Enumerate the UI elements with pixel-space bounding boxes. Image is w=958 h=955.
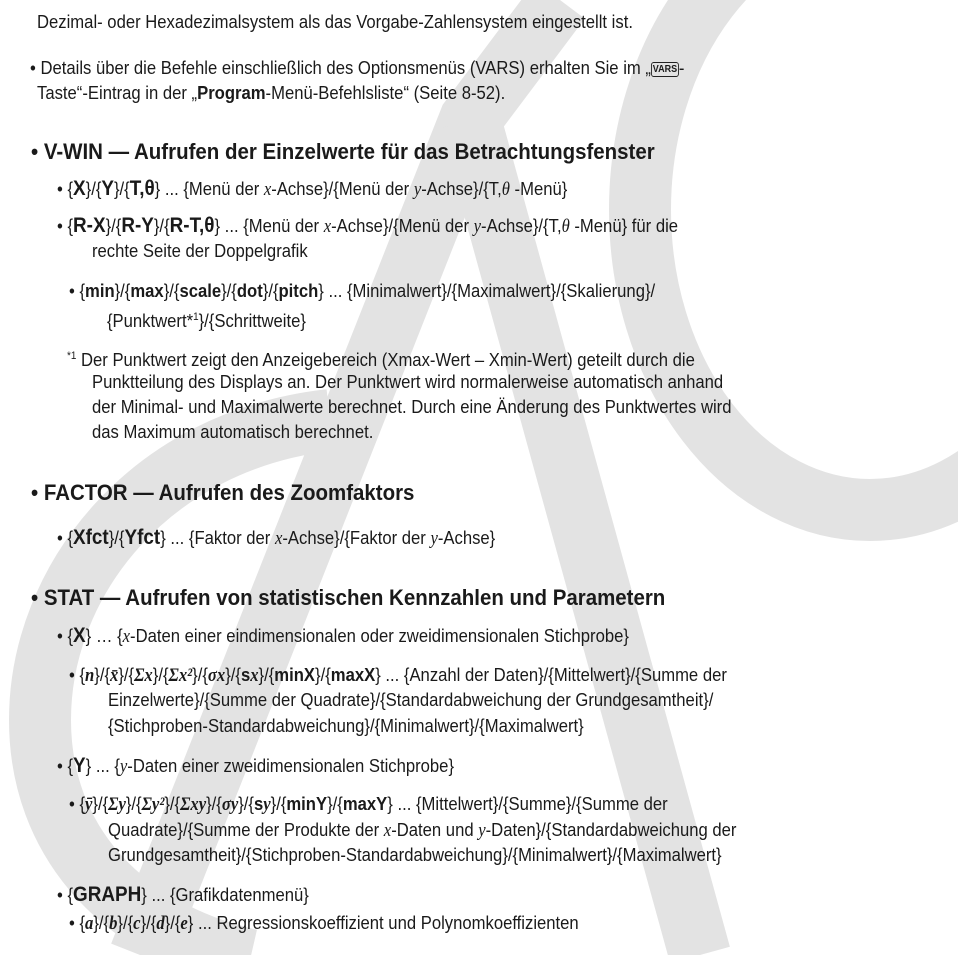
- text-segment: Σxy: [180, 795, 207, 815]
- text-segment: • {: [57, 527, 74, 548]
- text-segment: -Menü-Befehlsliste“ (Seite 8-52).: [265, 82, 506, 103]
- v-win-subitem-min-max: [69, 280, 655, 302]
- text-segment: d: [156, 914, 165, 934]
- text-segment: }/{: [105, 215, 122, 236]
- text-segment: }/{: [221, 280, 237, 301]
- text-segment: s: [240, 664, 251, 685]
- text-segment: max: [130, 280, 164, 301]
- text-segment: Yfct: [124, 526, 161, 549]
- text-segment: y: [263, 795, 271, 815]
- text-segment: }/{: [163, 280, 180, 301]
- text-segment: θ: [561, 217, 570, 237]
- stat-subitem-continuation: [108, 844, 722, 866]
- v-win-item-continuation: [92, 240, 308, 262]
- text-segment: • STAT — Aufrufen von statistischen Kennzahlen und Parametern: [31, 585, 666, 610]
- text-segment: y: [119, 757, 128, 777]
- stat-subitem-continuation: [108, 715, 584, 737]
- text-segment: x: [122, 627, 131, 647]
- stat-subitem-graph-coefficients: [69, 912, 579, 935]
- text-segment: Taste“-Eintrag in der „: [37, 82, 198, 103]
- text-segment: pitch: [278, 280, 319, 301]
- text-segment: T,θ: [129, 177, 155, 200]
- text-segment: }/{: [140, 912, 157, 933]
- text-segment: • {: [57, 625, 74, 646]
- text-segment: Σx²: [168, 666, 193, 686]
- text-segment: • {: [57, 755, 74, 776]
- text-segment: -Menü}: [509, 178, 568, 199]
- text-segment: -Achse}/{T,: [481, 215, 562, 236]
- text-segment: {Punktwert*: [107, 310, 194, 332]
- text-segment: } ... {Menü der: [214, 215, 324, 236]
- text-segment: }/{: [164, 912, 181, 933]
- watermark-letter-o: [640, 0, 958, 510]
- text-segment: y: [478, 821, 486, 841]
- text-segment: • V-WIN — Aufrufen der Einzelwerte für das Betrachtungsfenster: [31, 139, 655, 164]
- text-segment: } ... {Minimalwert}/{Maximalwert}/{Skalierung}/: [318, 280, 656, 301]
- v-win-item-xyt: [57, 178, 567, 201]
- text-segment: 1: [193, 311, 199, 323]
- stat-subitem-continuation: [108, 819, 736, 842]
- text-segment: } ... {Faktor der: [160, 527, 275, 548]
- text-segment: }/{: [118, 664, 135, 685]
- text-segment: Quadrate}/{Summe der Produkte der: [108, 819, 384, 840]
- text-segment: b: [109, 914, 118, 934]
- v-win-subitem-continuation: [107, 306, 306, 332]
- text-segment: Der Punktwert zeigt den Anzeigebereich (Xmax-Wert – Xmin-Wert) geteilt durch die: [76, 349, 695, 371]
- text-segment: -Achse}: [437, 527, 496, 548]
- text-segment: y: [473, 217, 482, 237]
- text-segment: -: [678, 57, 685, 78]
- text-segment: -Achse}/{Faktor der: [282, 527, 431, 548]
- text-segment: • FACTOR — Aufrufen des Zoomfaktors: [31, 480, 415, 505]
- text-segment: X: [73, 177, 86, 200]
- text-segment: -Daten einer eindimensionalen oder zweidimensionalen Stichprobe}: [130, 625, 629, 646]
- text-segment: -Daten einer zweidimensionalen Stichprobe}: [127, 755, 455, 776]
- text-segment: • Details über die Befehle einschließlich des Optionsmenüs (VARS) erhalten Sie im „: [30, 57, 651, 78]
- text-segment: } ... {Grafikdatenmenü}: [141, 884, 309, 905]
- text-segment: min: [85, 280, 115, 301]
- text-segment: y: [413, 180, 422, 200]
- text-segment: s: [253, 793, 264, 814]
- text-segment: } ... {Mittelwert}/{Summe}/{Summe der: [387, 793, 668, 814]
- text-segment: der Minimal- und Maximalwerte berechnet. Durch eine Änderung des Punktwertes wird: [92, 396, 732, 417]
- text-segment: -Daten und: [391, 819, 479, 840]
- text-segment: Σy²: [141, 795, 165, 815]
- intro-text-line: [37, 11, 633, 33]
- text-segment: scale: [179, 280, 222, 301]
- text-segment: • {: [69, 664, 86, 685]
- text-segment: -Achse}/{Menü der: [331, 215, 474, 236]
- section-heading-factor: [31, 482, 414, 504]
- text-segment: • {: [69, 912, 86, 933]
- note-continuation-line: [37, 82, 505, 104]
- text-segment: a: [85, 914, 94, 934]
- text-segment: }/{: [93, 912, 110, 933]
- text-segment: Program: [197, 82, 266, 103]
- vars-key-icon: VARS: [652, 64, 678, 75]
- text-segment: }/{: [270, 793, 287, 814]
- text-segment: }/{Schrittweite}: [198, 310, 306, 332]
- text-segment: -Menü} für die: [569, 215, 679, 236]
- text-segment: Xfct: [73, 526, 109, 549]
- stat-item-x: [57, 625, 629, 648]
- text-segment: x: [274, 529, 283, 549]
- text-segment: minX: [274, 664, 316, 685]
- stat-item-y: [57, 755, 454, 778]
- text-segment: }/{: [206, 793, 222, 814]
- section-heading-v-win: [31, 141, 655, 163]
- text-segment: }/{: [152, 664, 169, 685]
- text-segment: dot: [236, 280, 263, 301]
- text-segment: n: [85, 666, 95, 686]
- text-segment: -Daten}/{Standardabweichung der: [485, 819, 737, 840]
- text-segment: y: [430, 529, 438, 549]
- footnote-line: [92, 371, 723, 393]
- text-segment: x: [250, 666, 259, 686]
- text-segment: } ... Regressionskoeffizient und Polynomkoeffizienten: [187, 912, 579, 933]
- text-segment: ȳ: [85, 795, 93, 815]
- text-segment: Σy: [108, 795, 126, 815]
- text-segment: }/{: [117, 912, 134, 933]
- text-segment: e: [180, 914, 188, 934]
- text-segment: } ... {: [85, 755, 120, 776]
- section-heading-stat: [31, 587, 665, 609]
- text-segment: } … {: [85, 625, 123, 646]
- text-segment: }/{: [125, 793, 142, 814]
- text-segment: GRAPH: [73, 883, 142, 906]
- text-segment: }/{: [238, 793, 254, 814]
- stat-subitem-continuation: [108, 689, 713, 711]
- footnote-line: [92, 421, 373, 443]
- text-segment: }/{: [258, 664, 275, 685]
- text-segment: maxY: [342, 793, 388, 814]
- text-segment: Grundgesamtheit}/{Stichproben-Standardabweichung}/{Minimalwert}/{Maximalwert}: [108, 844, 722, 865]
- text-segment: maxX: [330, 664, 376, 685]
- text-segment: x: [383, 821, 392, 841]
- text-segment: }/{: [114, 280, 131, 301]
- text-segment: Dezimal- oder Hexadezimalsystem als das Vorgabe-Zahlensystem eingestellt ist.: [37, 11, 633, 32]
- text-segment: x̄: [110, 666, 119, 686]
- text-segment: R-Y: [121, 214, 154, 237]
- text-segment: rechte Seite der Doppelgrafik: [92, 240, 308, 261]
- text-segment: Einzelwerte}/{Summe der Quadrate}/{Standardabweichung der Grundgesamtheit}/: [108, 689, 714, 710]
- text-segment: • {: [57, 884, 74, 905]
- text-segment: X: [73, 624, 86, 647]
- text-segment: Σx: [134, 666, 153, 686]
- text-segment: }/{: [92, 793, 109, 814]
- text-segment: R-T,θ: [169, 214, 215, 237]
- v-win-item-rx-ry-rt: [57, 215, 678, 238]
- text-segment: *1: [67, 350, 77, 362]
- text-segment: }/{: [85, 178, 102, 199]
- text-segment: minY: [286, 793, 328, 814]
- text-segment: }/{: [315, 664, 331, 685]
- text-segment: x: [263, 180, 272, 200]
- stat-subitem-y-values: [69, 793, 668, 816]
- text-segment: -Achse}/{Menü der: [271, 178, 414, 199]
- text-segment: }/{: [153, 215, 170, 236]
- text-segment: }/{: [164, 793, 181, 814]
- text-segment: Punktteilung des Displays an. Der Punktwert wird normalerweise automatisch anhand: [92, 371, 724, 392]
- text-segment: c: [133, 914, 141, 934]
- footnote-line: [67, 345, 695, 371]
- text-segment: • {: [69, 793, 86, 814]
- text-segment: }/{: [262, 280, 279, 301]
- text-segment: }/{: [225, 664, 241, 685]
- footnote-line: [92, 396, 731, 418]
- text-segment: } ... {Anzahl der Daten}/{Mittelwert}/{Summe der: [375, 664, 727, 685]
- text-segment: Y: [73, 754, 86, 777]
- text-segment: • {: [57, 215, 74, 236]
- text-segment: }/{: [94, 664, 111, 685]
- text-segment: σx: [207, 666, 226, 686]
- text-segment: } ... {Menü der: [154, 178, 264, 199]
- stat-item-graph: [57, 884, 309, 906]
- text-segment: {Stichproben-Standardabweichung}/{Minimalwert}/{Maximalwert}: [108, 715, 584, 736]
- text-segment: }/{: [108, 527, 125, 548]
- text-segment: das Maximum automatisch berechnet.: [92, 421, 374, 442]
- text-segment: Y: [101, 177, 114, 200]
- text-segment: }/{: [113, 178, 130, 199]
- factor-item: [57, 527, 495, 550]
- note-bullet-line: [30, 57, 684, 79]
- text-segment: R-X: [73, 214, 106, 237]
- text-segment: }/{: [192, 664, 208, 685]
- text-segment: x: [323, 217, 332, 237]
- text-segment: θ: [501, 180, 510, 200]
- stat-subitem-x-values: [69, 664, 727, 687]
- text-segment: σy: [221, 795, 239, 815]
- text-segment: -Achse}/{T,: [421, 178, 502, 199]
- text-segment: • {: [69, 280, 86, 301]
- text-segment: • {: [57, 178, 74, 199]
- text-segment: }/{: [327, 793, 343, 814]
